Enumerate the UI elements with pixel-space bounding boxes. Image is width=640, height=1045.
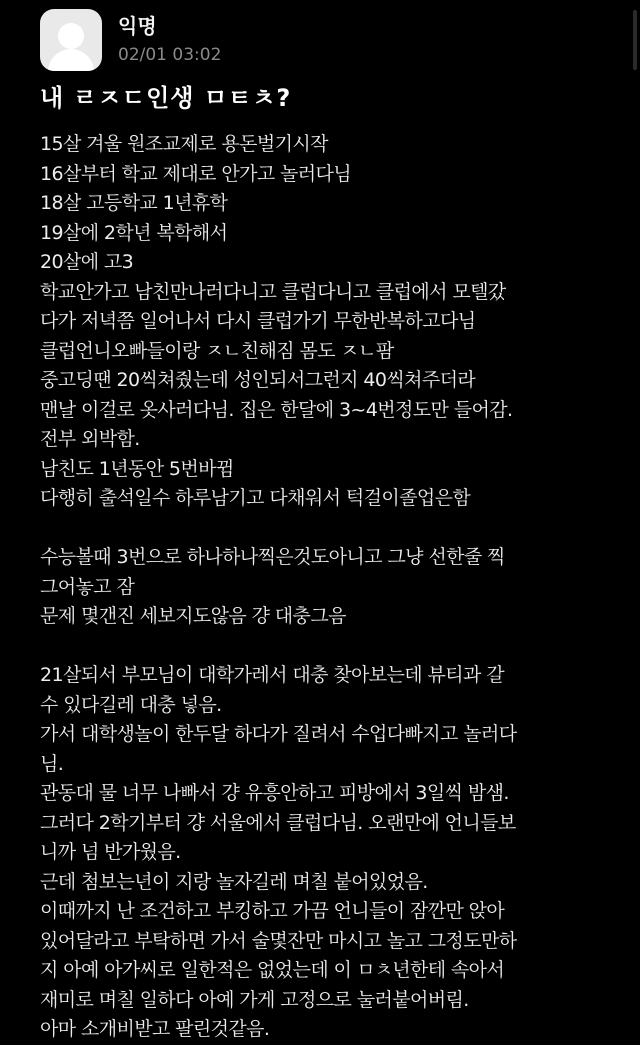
author-name: 익명 (118, 14, 157, 38)
body-text-line: 16살부터 학교 제대로 안가고 놀러다님 (40, 162, 352, 185)
body-text-line: 19살에 2학년 복학해서 (40, 221, 228, 244)
body-text-line: 수 있다길레 대충 넣음. (40, 693, 222, 716)
body-text-line: 지 아예 아가씨로 일한적은 없었는데 이 ㅁㅊ년한테 속아서 (40, 959, 505, 981)
body-text-line: 근데 첨보는년이 지랑 놀자길레 며칠 붙어있었음. (40, 870, 428, 893)
author-meta (118, 13, 221, 67)
body-text-line: 맨날 이걸로 옷사러다님. 집은 한달에 3~4번정도만 들어감. (40, 398, 513, 421)
body-text-line: 18살 고등학교 1년휴학 (40, 192, 228, 214)
anonymous-avatar-icon[interactable] (40, 9, 102, 71)
body-text-line: 있어달라고 부탁하면 가서 술몇잔만 마시고 놀고 그정도만하 (40, 929, 517, 952)
body-text-line: 남친도 1년동안 5번바뀜 (40, 457, 234, 480)
body-text-line: 관동대 물 너무 나빠서 걍 유흥안하고 피방에서 3일씩 밤샘. (40, 782, 509, 804)
body-text-line: 21살되서 부모님이 대학가레서 대충 찾아보는데 뷰티과 갈 (40, 664, 504, 686)
scrollbar-thumb[interactable] (633, 10, 637, 70)
body-text-line: 15살 겨울 원조교제로 용돈벌기시작 (40, 133, 328, 155)
body-text-line: 가서 대학생놀이 한두달 하다가 질려서 수업다빠지고 놀러다 (40, 723, 517, 745)
post-body (40, 130, 615, 1045)
body-text-line: 중고딩땐 20씩쳐줬는데 성인되서그런지 40씩쳐주더라 (40, 369, 476, 391)
body-text-line: 전부 외박함. (40, 428, 140, 450)
paragraph-spacer (40, 632, 615, 662)
body-text-line: 그러다 2학기부터 걍 서울에서 클럽다님. 오랜만에 언니들보 (40, 811, 516, 834)
paragraph-spacer (40, 514, 615, 544)
body-text-line: 재미로 며칠 일하다 아예 가게 고정으로 눌러붙어버림. (40, 988, 469, 1011)
body-text-line: 그어놓고 잠 (40, 575, 135, 598)
body-text-line: 학교안가고 남친만나러다니고 클럽다니고 클럽에서 모텔갔 (40, 280, 506, 303)
body-text-line: 다가 저녁쯤 일어나서 다시 클럽가기 무한반복하고다님 (40, 310, 476, 332)
body-text-line: 아마 소개비받고 팔린것같음. (40, 1018, 270, 1040)
body-text-line: 님. (40, 752, 64, 775)
body-text-line: 수능볼때 3번으로 하나하나찍은것도아니고 그냥 선한줄 찍 (40, 546, 505, 568)
body-text-line: 니까 넘 반가웠음. (40, 841, 181, 863)
body-text-line: 이때까지 난 조건하고 부킹하고 가끔 언니들이 잠깐만 앉아 (40, 900, 505, 922)
avatar-body-shape (48, 49, 94, 71)
post-header (40, 8, 221, 72)
avatar-head-shape (58, 23, 84, 49)
post-timestamp: 02/01 03:02 (118, 45, 222, 65)
body-text-line: 다행히 출석일수 하루남기고 다채워서 턱걸이졸업은함 (40, 487, 471, 509)
body-text-line: 문제 몇갠진 세보지도않음 걍 대충그음 (40, 605, 346, 627)
body-text-line: 클럽언니오빠들이랑 ㅈㄴ친해짐 몸도 ㅈㄴ팜 (40, 339, 394, 362)
body-text-line: 20살에 고3 (40, 251, 134, 273)
post-title: 내 ㄹㅈㄷ인생 ㅁㅌㅊ? (40, 84, 292, 112)
